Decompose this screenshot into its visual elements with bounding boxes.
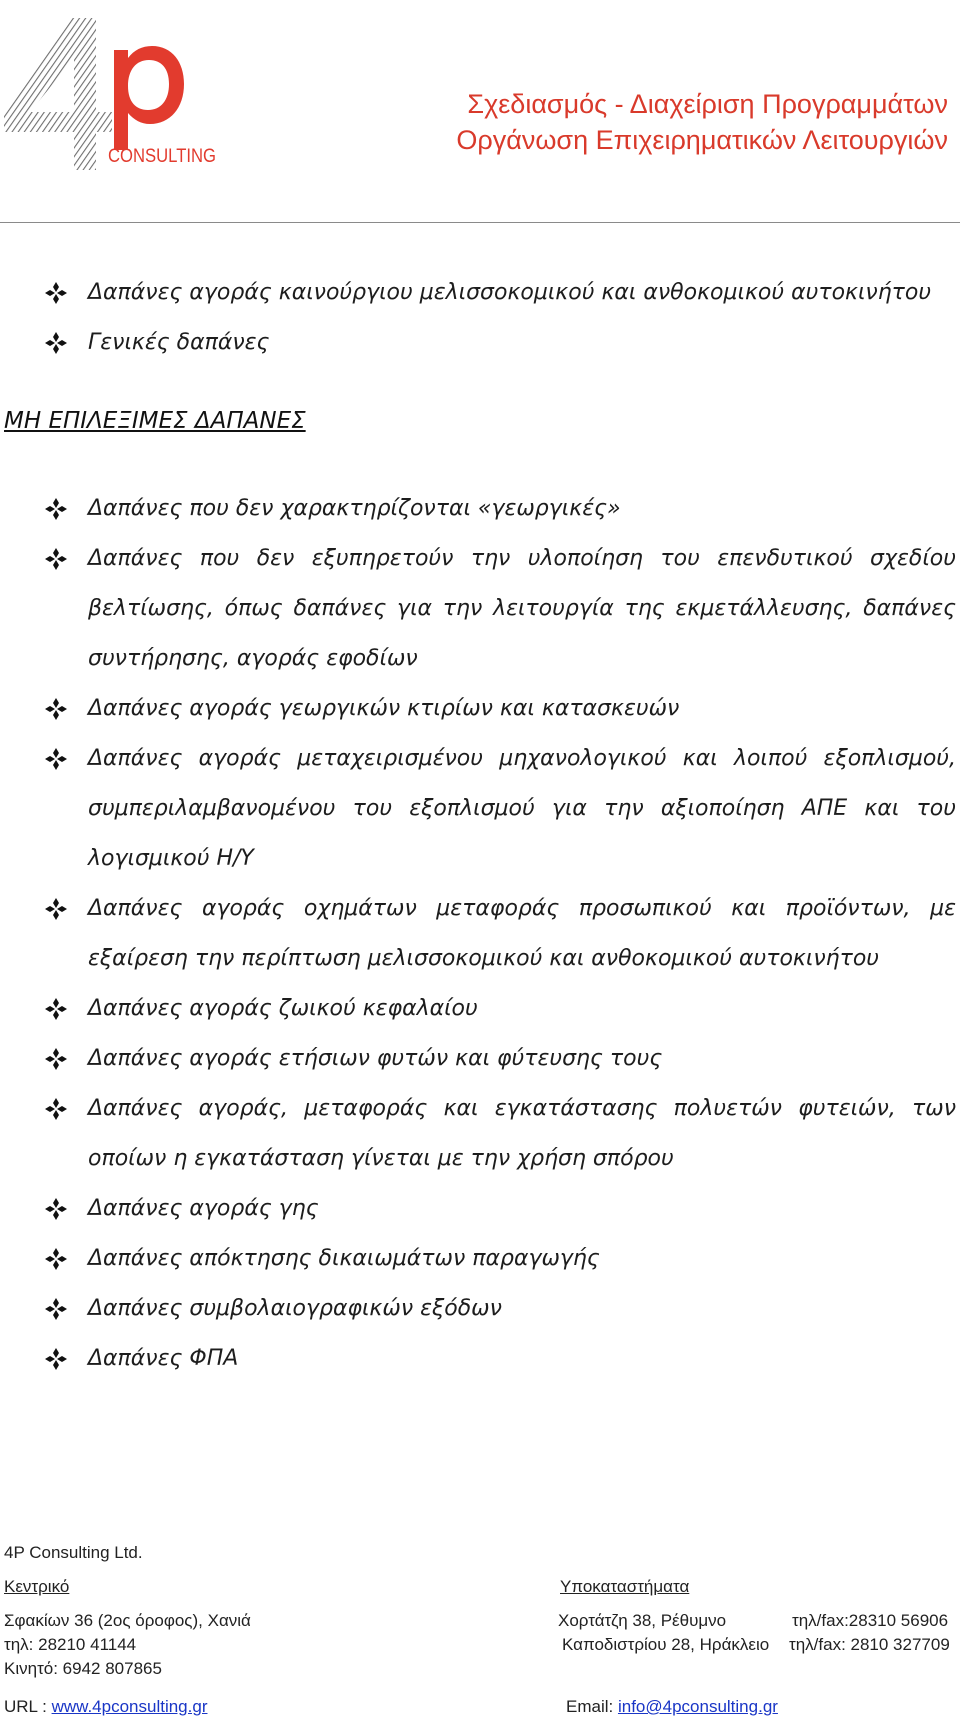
list-item-text: Δαπάνες αγοράς οχημάτων μεταφοράς προσωπικού και προϊόντων, με εξαίρεση την περίπτωση μελισσοκομικού και ανθοκομικού αυτοκινήτου [88, 896, 956, 971]
footer-branch1-phone: τηλ/fax:28310 56906 [792, 1611, 949, 1630]
footer-hq-address: Σφακίων 36 (2ος όροφος), Χανιά [4, 1611, 251, 1630]
footer-hq-mobile: Κινητό: 6942 807865 [4, 1659, 162, 1678]
list-item-text: Δαπάνες αγοράς ετήσιων φυτών και φύτευσης τους [88, 1046, 663, 1071]
diamond-bullet-icon [44, 997, 68, 1021]
company-logo [0, 0, 240, 180]
list-item [0, 984, 960, 1034]
footer-branch2-phone: τηλ/fax: 2810 327709 [789, 1635, 950, 1654]
4p-logo-graphic [0, 0, 240, 180]
diamond-bullet-icon [44, 1097, 68, 1121]
footer-email-line [566, 1697, 778, 1717]
footer-email-label: Email: [566, 1697, 614, 1716]
footer-url-line [4, 1697, 207, 1717]
diamond-bullet-icon [44, 1297, 68, 1321]
list-item-text: Δαπάνες ΦΠΑ [88, 1346, 239, 1371]
list-item-text: Δαπάνες που δεν εξυπηρετούν την υλοποίηση του επενδυτικού σχεδίου βελτίωσης, όπως δαπάνες για την λειτουργία της εκμετάλλευσης, δαπάνες συντήρησης, αγοράς εφοδίων [88, 546, 956, 671]
list-item [0, 318, 960, 368]
list-item [0, 1184, 960, 1234]
footer-branch1-address: Χορτάτζη 38, Ρέθυμνο [558, 1611, 727, 1630]
list-item-text: Δαπάνες αγοράς ζωικού κεφαλαίου [88, 996, 478, 1021]
diamond-bullet-icon [44, 747, 68, 771]
footer-url-label: URL : [4, 1697, 47, 1716]
list-item-text: Δαπάνες απόκτησης δικαιωμάτων παραγωγής [88, 1246, 600, 1271]
page-header [0, 0, 960, 224]
document-body [0, 268, 960, 1384]
diamond-bullet-icon [44, 1197, 68, 1221]
diamond-bullet-icon [44, 497, 68, 521]
diamond-bullet-icon [44, 331, 68, 355]
list-item [0, 1284, 960, 1334]
tagline-line-2: Οργάνωση Επιχειρηματικών Λειτουργιών [456, 125, 948, 155]
list-item [0, 1234, 960, 1284]
footer-hq-phone: τηλ: 28210 41144 [4, 1635, 137, 1654]
list-item [0, 484, 960, 534]
list-item [0, 268, 960, 318]
section-title: ΜΗ ΕΠΙΛΕΞΙΜΕΣ ΔΑΠΑΝΕΣ [4, 408, 306, 434]
list-item [0, 1034, 960, 1084]
diamond-bullet-icon [44, 1247, 68, 1271]
diamond-bullet-icon [44, 1347, 68, 1371]
svg-text:CONSULTING: CONSULTING [108, 146, 216, 167]
diamond-bullet-icon [44, 1047, 68, 1071]
ineligible-expenses-list [0, 484, 960, 1384]
list-item [0, 1084, 960, 1184]
page-footer [0, 1543, 960, 1735]
diamond-bullet-icon [44, 897, 68, 921]
list-item [0, 684, 960, 734]
list-item [0, 734, 960, 884]
footer-branch2-address: Καποδιστρίου 28, Ηράκλειο [562, 1635, 770, 1654]
footer-branches-label: Υποκαταστήματα [560, 1577, 690, 1596]
list-item-text: Δαπάνες αγοράς γεωργικών κτιρίων και κατασκευών [88, 696, 680, 721]
list-item [0, 884, 960, 984]
list-item-text: Γενικές δαπάνες [88, 330, 270, 355]
list-item-text: Δαπάνες που δεν χαρακτηρίζονται «γεωργικές» [88, 496, 621, 521]
website-link[interactable]: www.4pconsulting.gr [51, 1697, 208, 1716]
list-item-text: Δαπάνες αγοράς γης [88, 1196, 319, 1221]
email-link[interactable]: info@4pconsulting.gr [617, 1697, 778, 1716]
diamond-bullet-icon [44, 697, 68, 721]
footer-hq-label: Κεντρικό [4, 1577, 70, 1596]
list-item-text: Δαπάνες αγοράς μεταχειρισμένου μηχανολογικού και λοιπού εξοπλισμού, συμπεριλαμβανομένου του εξοπλισμού για την αξιοποίηση ΑΠΕ και του λογισμικού Η/Υ [88, 746, 956, 871]
diamond-bullet-icon [44, 547, 68, 571]
list-item-text: Δαπάνες αγοράς, μεταφοράς και εγκατάστασης πολυετών φυτειών, των οποίων η εγκατάσταση γίνεται με την χρήση σπόρου [88, 1096, 956, 1171]
tagline-line-1: Σχεδιασμός - Διαχείριση Προγραμμάτων [467, 89, 948, 119]
company-tagline [456, 86, 948, 158]
eligible-expenses-list [0, 268, 960, 368]
list-item [0, 534, 960, 684]
list-item-text: Δαπάνες αγοράς καινούργιου μελισσοκομικού και ανθοκομικού αυτοκινήτου [88, 280, 932, 305]
footer-company-name: 4P Consulting Ltd. [4, 1543, 143, 1562]
header-divider [0, 222, 960, 223]
diamond-bullet-icon [44, 281, 68, 305]
list-item-text: Δαπάνες συμβολαιογραφικών εξόδων [88, 1296, 502, 1321]
list-item [0, 1334, 960, 1384]
